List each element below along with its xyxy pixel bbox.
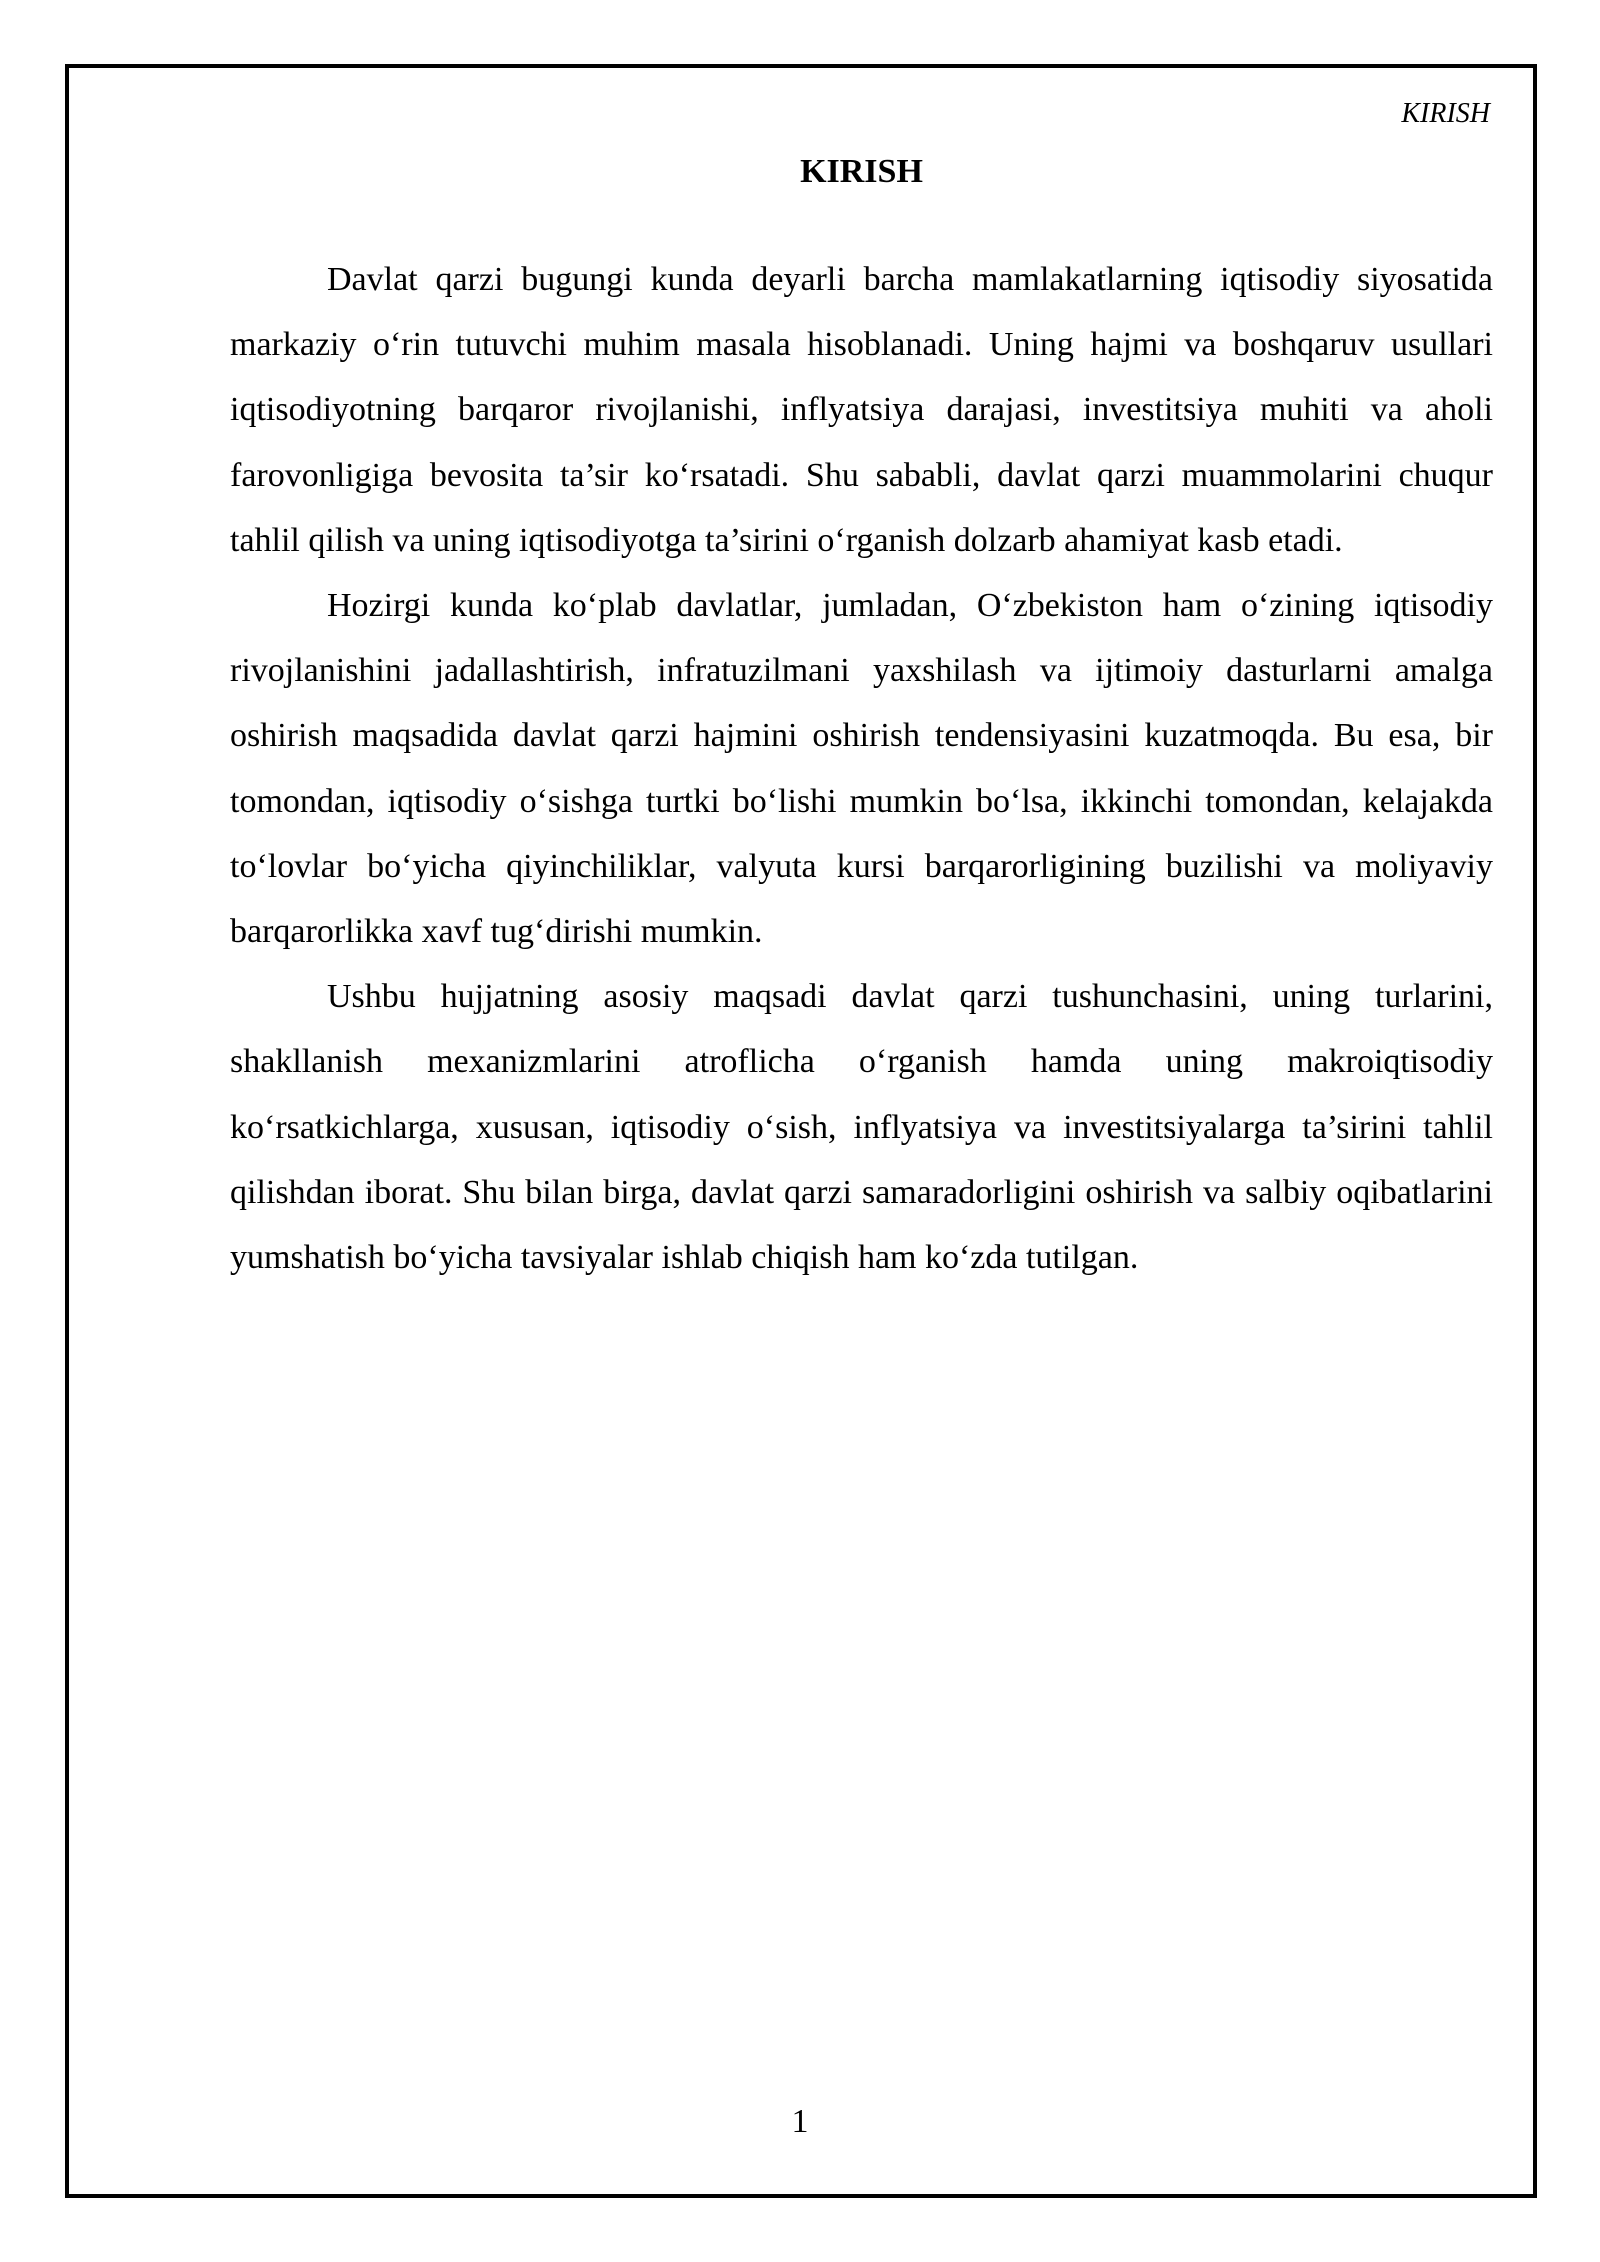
paragraph-2: Hozirgi kunda ko‘plab davlatlar, jumladan, O‘zbekiston ham o‘zining iqtisodiy rivojlanishini jadallashtirish, infratuzilmani yaxshilash va ijtimoiy dasturlarni amalga oshirish maqsadida davlat qarzi hajmini oshirish tendensiyasini kuzatmoqda. Bu esa, bir tomondan, iqtisodiy o‘sishga turtki bo‘lishi mumkin bo‘lsa, ikkinchi tomondan, kelajakda to‘lovlar bo‘yicha qiyinchiliklar, valyuta kursi barqarorligining buzilishi va moliyaviy barqarorlikka xavf tug‘dirishi mumkin. — [230, 587, 1493, 951]
page-title: KIRISH — [800, 153, 923, 190]
paragraph-3: Ushbu hujjatning asosiy maqsadi davlat qarzi tushunchasini, uning turlarini, shakllanish mexanizmlarini atroflicha o‘rganish hamda uning makroiqtisodiy ko‘rsatkichlarga, xususan, iqtisodiy o‘sish, inflyatsiya va investitsiyalarga ta’sirini tahlil qilishdan iborat. Shu bilan birga, davlat qarzi samaradorligini oshirish va salbiy oqibatlarini yumshatish bo‘yicha tavsiyalar ishlab chiqish ham ko‘zda tutilgan. — [230, 978, 1493, 1277]
body-text — [230, 247, 1493, 1290]
page-number: 1 — [791, 2103, 809, 2140]
paragraph-1: Davlat qarzi bugungi kunda deyarli barcha mamlakatlarning iqtisodiy siyosatida markaziy o‘rin tutuvchi muhim masala hisoblanadi. Uning hajmi va boshqaruv usullari iqtisodiyotning barqaror rivojlanishi, inflyatsiya darajasi, investitsiya muhiti va aholi farovonligiga bevosita ta’sir ko‘rsatadi. Shu sababli, davlat qarzi muammolarini chuqur tahlil qilish va uning iqtisodiyotga ta’sirini o‘rganish dolzarb ahamiyat kasb etadi. — [230, 261, 1493, 559]
running-header: KIRISH — [1401, 98, 1490, 129]
